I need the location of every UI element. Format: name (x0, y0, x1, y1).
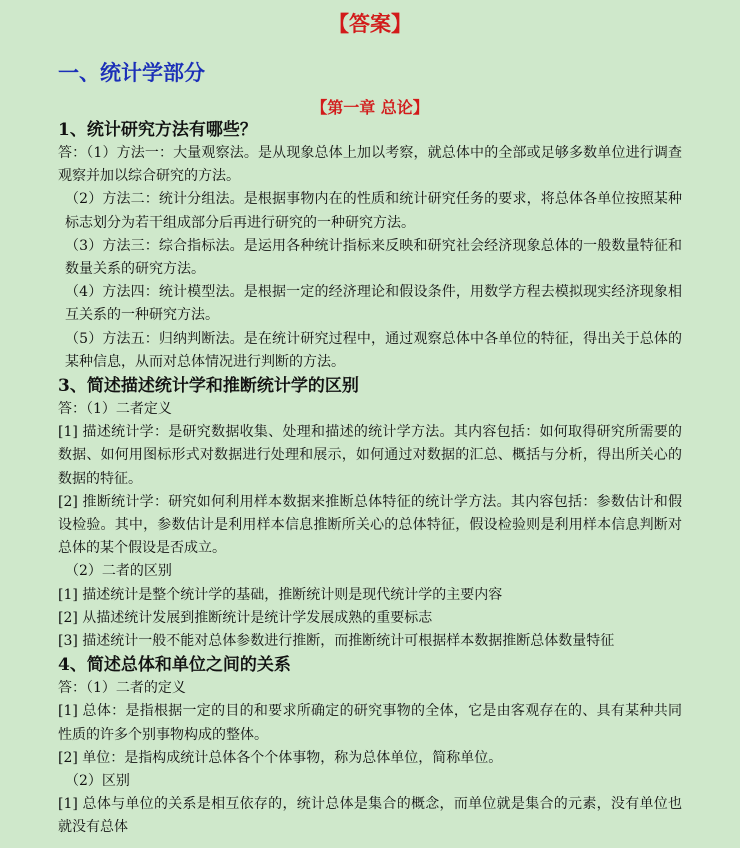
paragraph: [2] 从描述统计发展到推断统计是统计学发展成熟的重要标志 (58, 609, 433, 626)
paragraph: 答：（1）方法一：大量观察法。是从现象总体上加以考察，就总体中的全部或足够多数单位进行调查观察并加以综合研究的方法。 (58, 145, 682, 185)
question-1-heading: 1、统计研究方法有哪些？ (58, 120, 257, 140)
paragraph: [1] 总体：是指根据一定的目的和要求所确定的研究事物的全体，它是由客观存在的、具有某种共同性质的许多个别事物构成的整体。 (58, 703, 682, 743)
paragraph: 答：（1）二者定义 (58, 401, 172, 418)
paragraph: [2] 单位：是指构成统计总体各个个体事物，称为总体单位，简称单位。 (58, 749, 503, 766)
paragraph: [1] 总体与单位的关系是相互依存的，统计总体是集合的概念，而单位就是集合的元素，没有单位也就没有总体 (58, 796, 682, 836)
section-title: 一、统计学部分 (58, 60, 205, 85)
paragraph: （4）方法四：统计模型法。是根据一定的经济理论和假设条件，用数学方程去模拟现实经济现象相互关系的一种研究方法。 (65, 284, 682, 324)
document-body (58, 118, 682, 840)
question-4-heading: 4、简述总体和单位之间的关系 (58, 655, 291, 676)
question-3-heading: 3、简述描述统计学和推断统计学的区别 (58, 376, 359, 397)
paragraph: [1] 描述统计是整个统计学的基础，推断统计则是现代统计学的主要内容 (58, 586, 503, 603)
chapter-title: 【第一章 总论】 (311, 98, 429, 117)
paragraph: （2）二者的区别 (65, 563, 172, 580)
paragraph: [1] 描述统计学：是研究数据收集、处理和描述的统计学方法。其内容包括：如何取得研究所需要的数据、如何用图标形式对数据进行处理和展示，如何通过对数据的汇总、概括与分析，得出所关心的数据的特征。 (58, 424, 682, 487)
answer-title: 【答案】 (328, 11, 412, 36)
paragraph: （5）方法五：归纳判断法。是在统计研究过程中，通过观察总体中各单位的特征，得出关于总体的某种信息，从而对总体情况进行判断的方法。 (65, 330, 682, 370)
paragraph: （2）方法二：统计分组法。是根据事物内在的性质和统计研究任务的要求，将总体各单位按照某种标志划分为若干组成部分后再进行研究的一种研究方法。 (65, 191, 682, 231)
paragraph: [3] 描述统计一般不能对总体参数进行推断，而推断统计可根据样本数据推断总体数量特征 (58, 633, 615, 650)
paragraph: [2] 推断统计学：研究如何利用样本数据来推断总体特征的统计学方法。其内容包括：参数估计和假设检验。其中，参数估计是利用样本信息推断所关心的总体特征，假设检验则是利用样本信息判断对总体的某个假设是否成立。 (58, 493, 682, 557)
paragraph: （3）方法三：综合指标法。是运用各种统计指标来反映和研究社会经济现象总体的一般数量特征和数量关系的研究方法。 (65, 237, 682, 278)
paragraph: （2）区别 (65, 773, 130, 790)
paragraph: 答：（1）二者的定义 (58, 680, 186, 697)
